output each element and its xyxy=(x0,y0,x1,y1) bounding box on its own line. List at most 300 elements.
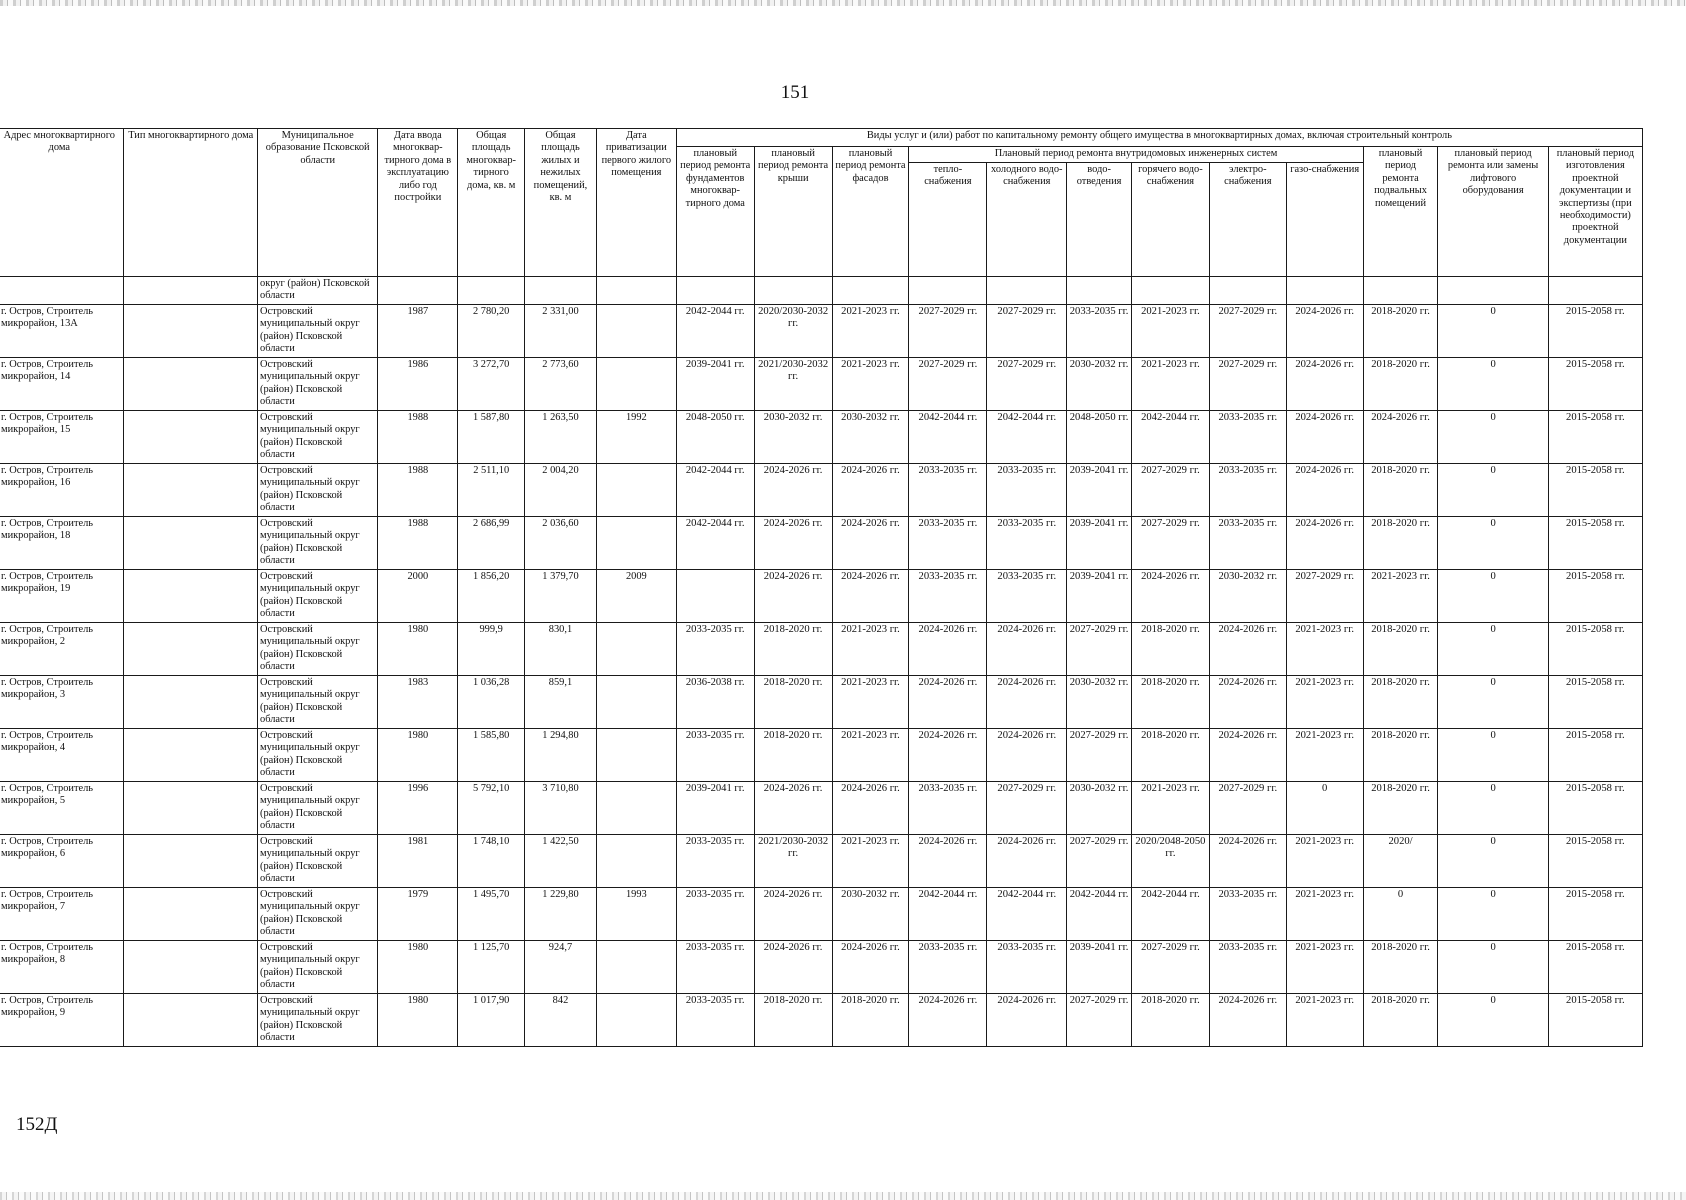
cell-lift: 0 xyxy=(1438,781,1548,834)
cell-basement: 2018-2020 гг. xyxy=(1363,463,1438,516)
cell-gas: 2024-2026 гг. xyxy=(1286,516,1363,569)
cell-house-type xyxy=(124,304,258,357)
cell-commission-year: 1980 xyxy=(378,993,458,1046)
cell-heat: 2033-2035 гг. xyxy=(909,463,987,516)
cell-total-area: 1 017,90 xyxy=(458,993,525,1046)
table-row xyxy=(0,887,1643,940)
table-row xyxy=(0,304,1643,357)
cell-lift: 0 xyxy=(1438,940,1548,993)
cell-facade: 2021-2023 гг. xyxy=(832,622,909,675)
cell-gas: 0 xyxy=(1286,781,1363,834)
cell-basement: 2018-2020 гг. xyxy=(1363,993,1438,1046)
header-municipality: Муниципальное образование Псковской области xyxy=(258,129,378,277)
cell-drainage: 2030-2032 гг. xyxy=(1067,675,1132,728)
cell-gas: 2021-2023 гг. xyxy=(1286,728,1363,781)
cell-lift: 0 xyxy=(1438,728,1548,781)
cell-gas: 2021-2023 гг. xyxy=(1286,675,1363,728)
cell-electric: 2033-2035 гг. xyxy=(1209,940,1286,993)
cell-design-docs: 2015-2058 гг. xyxy=(1548,940,1642,993)
header-engineering-group: Плановый период ремонта внутридомовых инженерных систем xyxy=(909,147,1363,163)
cell-heat: 2033-2035 гг. xyxy=(909,940,987,993)
cell-drainage: 2039-2041 гг. xyxy=(1067,940,1132,993)
cell-municipality: Островский муниципальный округ (район) Псковской области xyxy=(258,887,378,940)
cell-hot-water: 2027-2029 гг. xyxy=(1131,463,1209,516)
table-row xyxy=(0,834,1643,887)
header-living-area: Общая площадь жилых и нежилых помещений, кв. м xyxy=(525,129,597,277)
table-row xyxy=(0,993,1643,1046)
cell-living-area: 3 710,80 xyxy=(525,781,597,834)
table-row xyxy=(0,728,1643,781)
cell-address: г. Остров, Строитель микрорайон, 16 xyxy=(0,463,124,516)
cell-gas: 2021-2023 гг. xyxy=(1286,834,1363,887)
cell-commission-year: 1980 xyxy=(378,728,458,781)
cell-electric: 2033-2035 гг. xyxy=(1209,516,1286,569)
cell-electric: 2027-2029 гг. xyxy=(1209,357,1286,410)
cell-municipality: Островский муниципальный округ (район) Псковской области xyxy=(258,781,378,834)
cell-electric: 2024-2026 гг. xyxy=(1209,675,1286,728)
cell-lift: 0 xyxy=(1438,357,1548,410)
table-row xyxy=(0,569,1643,622)
cell-house-type xyxy=(124,993,258,1046)
cell-drainage: 2027-2029 гг. xyxy=(1067,993,1132,1046)
cell-gas: 2021-2023 гг. xyxy=(1286,993,1363,1046)
cell-living-area: 2 036,60 xyxy=(525,516,597,569)
cell-lift: 0 xyxy=(1438,887,1548,940)
cell-total-area: 1 125,70 xyxy=(458,940,525,993)
cell-roof: 2021/2030-2032 гг. xyxy=(754,834,832,887)
cell-gas: 2021-2023 гг. xyxy=(1286,622,1363,675)
cell-basement: 2018-2020 гг. xyxy=(1363,781,1438,834)
cell-living-area: 1 229,80 xyxy=(525,887,597,940)
cell-privatization-date xyxy=(596,781,676,834)
cell-basement: 2018-2020 гг. xyxy=(1363,622,1438,675)
cell-design-docs: 2015-2058 гг. xyxy=(1548,834,1642,887)
cell-house-type xyxy=(124,463,258,516)
cell-total-area: 1 856,20 xyxy=(458,569,525,622)
cell-heat: 2042-2044 гг. xyxy=(909,887,987,940)
cell-hot-water: 2024-2026 гг. xyxy=(1131,569,1209,622)
cell-electric: 2033-2035 гг. xyxy=(1209,410,1286,463)
cell-roof: 2024-2026 гг. xyxy=(754,887,832,940)
cell-gas: 2021-2023 гг. xyxy=(1286,940,1363,993)
header-services-group: Виды услуг и (или) работ по капитальному ремонту общего имущества в многоквартирных домах, включая строительный контроль xyxy=(676,129,1642,147)
cell-electric: 2024-2026 гг. xyxy=(1209,834,1286,887)
cell-privatization-date xyxy=(596,834,676,887)
cell-facade: 2024-2026 гг. xyxy=(832,569,909,622)
cell-living-area: 1 294,80 xyxy=(525,728,597,781)
cell-total-area: 5 792,10 xyxy=(458,781,525,834)
table-row xyxy=(0,357,1643,410)
cell-cold-water: 2027-2029 гг. xyxy=(987,357,1067,410)
cell-gas: 2024-2026 гг. xyxy=(1286,304,1363,357)
cell-heat: 2033-2035 гг. xyxy=(909,781,987,834)
header-privatization-date: Дата приватизации первого жилого помещения xyxy=(596,129,676,277)
cell-municipality: Островский муниципальный округ (район) Псковской области xyxy=(258,357,378,410)
cell-foundation: 2033-2035 гг. xyxy=(676,887,754,940)
cell-living-area: 2 773,60 xyxy=(525,357,597,410)
cell-hot-water: 2021-2023 гг. xyxy=(1131,357,1209,410)
cell-roof: 2020/2030-2032 гг. xyxy=(754,304,832,357)
cell-drainage: 2039-2041 гг. xyxy=(1067,463,1132,516)
cell-address: г. Остров, Строитель микрорайон, 4 xyxy=(0,728,124,781)
cell-privatization-date xyxy=(596,516,676,569)
cell-cold-water: 2024-2026 гг. xyxy=(987,834,1067,887)
cell-design-docs: 2015-2058 гг. xyxy=(1548,887,1642,940)
cell-heat: 2024-2026 гг. xyxy=(909,993,987,1046)
header-electric: электро-снабжения xyxy=(1209,163,1286,277)
cell-basement: 2018-2020 гг. xyxy=(1363,516,1438,569)
cell-heat: 2024-2026 гг. xyxy=(909,622,987,675)
cell-facade: 2021-2023 гг. xyxy=(832,357,909,410)
cell-electric: 2033-2035 гг. xyxy=(1209,463,1286,516)
cell-roof: 2024-2026 гг. xyxy=(754,940,832,993)
cell-drainage: 2027-2029 гг. xyxy=(1067,834,1132,887)
cell-house-type xyxy=(124,622,258,675)
table-row-partial xyxy=(0,277,1643,305)
cell-hot-water: 2027-2029 гг. xyxy=(1131,516,1209,569)
cell-house-type xyxy=(124,357,258,410)
cell-drainage: 2030-2032 гг. xyxy=(1067,357,1132,410)
header-design-docs: плановый период изготовления проектной документации и экспертизы (при необходимости) проектной документации xyxy=(1548,147,1642,277)
cell-hot-water: 2018-2020 гг. xyxy=(1131,728,1209,781)
cell-hot-water: 2021-2023 гг. xyxy=(1131,781,1209,834)
header-facade: плановый период ремонта фасадов xyxy=(832,147,909,277)
header-roof: плановый период ремонта крыши xyxy=(754,147,832,277)
cell-basement: 2018-2020 гг. xyxy=(1363,304,1438,357)
cell-cold-water: 2024-2026 гг. xyxy=(987,993,1067,1046)
cell-commission-year: 1988 xyxy=(378,516,458,569)
cell-commission-year: 1987 xyxy=(378,304,458,357)
cell-foundation xyxy=(676,569,754,622)
cell-foundation: 2042-2044 гг. xyxy=(676,516,754,569)
cell-gas: 2021-2023 гг. xyxy=(1286,887,1363,940)
cell-hot-water: 2018-2020 гг. xyxy=(1131,993,1209,1046)
cell-house-type xyxy=(124,675,258,728)
cell-total-area: 1 036,28 xyxy=(458,675,525,728)
cell-lift: 0 xyxy=(1438,410,1548,463)
header-address: Адрес многоквартирного дома xyxy=(0,129,124,277)
cell-house-type xyxy=(124,728,258,781)
cell-commission-year: 1988 xyxy=(378,410,458,463)
header-hot-water: горячего водо-снабжения xyxy=(1131,163,1209,277)
cell-design-docs: 2015-2058 гг. xyxy=(1548,569,1642,622)
cell-lift: 0 xyxy=(1438,569,1548,622)
cell-address: г. Остров, Строитель микрорайон, 15 xyxy=(0,410,124,463)
cell-drainage: 2027-2029 гг. xyxy=(1067,728,1132,781)
table-row xyxy=(0,463,1643,516)
cell-facade: 2024-2026 гг. xyxy=(832,940,909,993)
cell-foundation: 2033-2035 гг. xyxy=(676,622,754,675)
cell-electric: 2033-2035 гг. xyxy=(1209,887,1286,940)
table-row xyxy=(0,675,1643,728)
cell-roof: 2018-2020 гг. xyxy=(754,728,832,781)
cell-design-docs: 2015-2058 гг. xyxy=(1548,304,1642,357)
cell-municipality: Островский муниципальный округ (район) Псковской области xyxy=(258,410,378,463)
cell-design-docs: 2015-2058 гг. xyxy=(1548,410,1642,463)
cell-privatization-date xyxy=(596,622,676,675)
cell-facade: 2021-2023 гг. xyxy=(832,304,909,357)
cell-facade: 2024-2026 гг. xyxy=(832,516,909,569)
header-gas: газо-снабжения xyxy=(1286,163,1363,277)
cell-heat: 2042-2044 гг. xyxy=(909,410,987,463)
cell-commission-year: 1988 xyxy=(378,463,458,516)
cell-drainage: 2030-2032 гг. xyxy=(1067,781,1132,834)
cell-heat: 2033-2035 гг. xyxy=(909,516,987,569)
cell-living-area: 1 422,50 xyxy=(525,834,597,887)
table-row xyxy=(0,940,1643,993)
cell-drainage: 2027-2029 гг. xyxy=(1067,622,1132,675)
header-foundation: плановый период ремонта фундаментов многоквар-тирного дома xyxy=(676,147,754,277)
cell-address: г. Остров, Строитель микрорайон, 14 xyxy=(0,357,124,410)
cell-address: г. Остров, Строитель микрорайон, 3 xyxy=(0,675,124,728)
cell-foundation: 2033-2035 гг. xyxy=(676,834,754,887)
cell-facade: 2021-2023 гг. xyxy=(832,675,909,728)
cell-commission-year: 1980 xyxy=(378,940,458,993)
cell-commission-year: 1986 xyxy=(378,357,458,410)
cell-privatization-date xyxy=(596,675,676,728)
cell-address: г. Остров, Строитель микрорайон, 13А xyxy=(0,304,124,357)
cell-drainage: 2042-2044 гг. xyxy=(1067,887,1132,940)
cell-roof: 2024-2026 гг. xyxy=(754,781,832,834)
cell-privatization-date xyxy=(596,940,676,993)
cell-hot-water: 2020/2048-2050 гг. xyxy=(1131,834,1209,887)
cell-cold-water: 2027-2029 гг. xyxy=(987,304,1067,357)
cell-living-area: 2 331,00 xyxy=(525,304,597,357)
cell-hot-water: 2027-2029 гг. xyxy=(1131,940,1209,993)
cell-cold-water: 2033-2035 гг. xyxy=(987,940,1067,993)
cell-electric: 2030-2032 гг. xyxy=(1209,569,1286,622)
cell-heat: 2024-2026 гг. xyxy=(909,834,987,887)
cell-municipality: Островский муниципальный округ (район) Псковской области xyxy=(258,834,378,887)
cell-cold-water: 2024-2026 гг. xyxy=(987,728,1067,781)
cell-lift: 0 xyxy=(1438,304,1548,357)
cell-municipality: Островский муниципальный округ (район) Псковской области xyxy=(258,516,378,569)
table-row xyxy=(0,516,1643,569)
cell-privatization-date xyxy=(596,728,676,781)
cell-heat: 2027-2029 гг. xyxy=(909,357,987,410)
scan-edge-top xyxy=(0,0,1686,6)
cell-electric: 2027-2029 гг. xyxy=(1209,781,1286,834)
cell-living-area: 1 263,50 xyxy=(525,410,597,463)
cell-house-type xyxy=(124,887,258,940)
cell-foundation: 2036-2038 гг. xyxy=(676,675,754,728)
cell-roof: 2024-2026 гг. xyxy=(754,463,832,516)
cell-municipality: Островский муниципальный округ (район) Псковской области xyxy=(258,728,378,781)
header-basement: плановый период ремонта подвальных помещений xyxy=(1363,147,1438,277)
cell-municipality: Островский муниципальный округ (район) Псковской области xyxy=(258,304,378,357)
cell-foundation: 2042-2044 гг. xyxy=(676,304,754,357)
cell-address: г. Остров, Строитель микрорайон, 9 xyxy=(0,993,124,1046)
cell-living-area: 924,7 xyxy=(525,940,597,993)
cell-lift: 0 xyxy=(1438,993,1548,1046)
cell-living-area: 1 379,70 xyxy=(525,569,597,622)
cell-drainage: 2039-2041 гг. xyxy=(1067,569,1132,622)
scan-edge-bottom xyxy=(0,1192,1686,1200)
cell-address: г. Остров, Строитель микрорайон, 18 xyxy=(0,516,124,569)
cell-lift: 0 xyxy=(1438,516,1548,569)
cell-basement: 2018-2020 гг. xyxy=(1363,940,1438,993)
cell-house-type xyxy=(124,516,258,569)
cell-hot-water: 2042-2044 гг. xyxy=(1131,410,1209,463)
cell-drainage: 2039-2041 гг. xyxy=(1067,516,1132,569)
cell-municipality: округ (район) Псковской области xyxy=(258,277,378,305)
cell-basement: 2018-2020 гг. xyxy=(1363,357,1438,410)
cell-commission-year: 1983 xyxy=(378,675,458,728)
cell-roof: 2018-2020 гг. xyxy=(754,675,832,728)
cell-foundation: 2039-2041 гг. xyxy=(676,357,754,410)
cell-gas: 2027-2029 гг. xyxy=(1286,569,1363,622)
cell-design-docs: 2015-2058 гг. xyxy=(1548,993,1642,1046)
cell-facade: 2024-2026 гг. xyxy=(832,463,909,516)
cell-house-type xyxy=(124,410,258,463)
cell-municipality: Островский муниципальный округ (район) Псковской области xyxy=(258,569,378,622)
cell-total-area: 1 748,10 xyxy=(458,834,525,887)
cell-hot-water: 2021-2023 гг. xyxy=(1131,304,1209,357)
cell-lift: 0 xyxy=(1438,834,1548,887)
cell-hot-water: 2018-2020 гг. xyxy=(1131,622,1209,675)
cell-electric: 2024-2026 гг. xyxy=(1209,728,1286,781)
cell-design-docs: 2015-2058 гг. xyxy=(1548,622,1642,675)
cell-lift: 0 xyxy=(1438,675,1548,728)
cell-cold-water: 2042-2044 гг. xyxy=(987,410,1067,463)
table-row xyxy=(0,410,1643,463)
cell-design-docs: 2015-2058 гг. xyxy=(1548,781,1642,834)
cell-facade: 2021-2023 гг. xyxy=(832,834,909,887)
cell-cold-water: 2033-2035 гг. xyxy=(987,569,1067,622)
table-row xyxy=(0,622,1643,675)
cell-drainage: 2048-2050 гг. xyxy=(1067,410,1132,463)
cell-municipality: Островский муниципальный округ (район) Псковской области xyxy=(258,675,378,728)
cell-privatization-date xyxy=(596,463,676,516)
cell-gas: 2024-2026 гг. xyxy=(1286,463,1363,516)
cell-foundation: 2039-2041 гг. xyxy=(676,781,754,834)
cell-design-docs: 2015-2058 гг. xyxy=(1548,675,1642,728)
cell-address: г. Остров, Строитель микрорайон, 6 xyxy=(0,834,124,887)
cell-design-docs: 2015-2058 гг. xyxy=(1548,463,1642,516)
cell-privatization-date: 1993 xyxy=(596,887,676,940)
cell-house-type xyxy=(124,569,258,622)
cell-basement: 2018-2020 гг. xyxy=(1363,728,1438,781)
cell-total-area: 1 587,80 xyxy=(458,410,525,463)
cell-foundation: 2033-2035 гг. xyxy=(676,993,754,1046)
cell-basement: 2021-2023 гг. xyxy=(1363,569,1438,622)
cell-cold-water: 2027-2029 гг. xyxy=(987,781,1067,834)
cell-privatization-date xyxy=(596,304,676,357)
cell-roof: 2024-2026 гг. xyxy=(754,516,832,569)
cell-cold-water: 2024-2026 гг. xyxy=(987,675,1067,728)
cell-hot-water: 2042-2044 гг. xyxy=(1131,887,1209,940)
cell-total-area: 2 780,20 xyxy=(458,304,525,357)
cell-municipality: Островский муниципальный округ (район) Псковской области xyxy=(258,940,378,993)
cell-basement: 2018-2020 гг. xyxy=(1363,675,1438,728)
cell-foundation: 2033-2035 гг. xyxy=(676,728,754,781)
cell-facade: 2024-2026 гг. xyxy=(832,781,909,834)
cell-roof: 2030-2032 гг. xyxy=(754,410,832,463)
table-row xyxy=(0,781,1643,834)
cell-facade: 2021-2023 гг. xyxy=(832,728,909,781)
cell-electric: 2024-2026 гг. xyxy=(1209,993,1286,1046)
cell-total-area: 3 272,70 xyxy=(458,357,525,410)
header-commission-date: Дата ввода многоквар-тирного дома в эксплуатацию либо год постройки xyxy=(378,129,458,277)
page-number: 151 xyxy=(780,82,810,103)
cell-total-area: 1 585,80 xyxy=(458,728,525,781)
header-heat: тепло-снабжения xyxy=(909,163,987,277)
cell-foundation: 2033-2035 гг. xyxy=(676,940,754,993)
cell-cold-water: 2033-2035 гг. xyxy=(987,516,1067,569)
cell-municipality: Островский муниципальный округ (район) Псковской области xyxy=(258,622,378,675)
cell-basement: 2024-2026 гг. xyxy=(1363,410,1438,463)
header-drainage: водо-отведения xyxy=(1067,163,1132,277)
cell-privatization-date: 1992 xyxy=(596,410,676,463)
cell-total-area: 2 686,99 xyxy=(458,516,525,569)
cell-address: г. Остров, Строитель микрорайон, 19 xyxy=(0,569,124,622)
cell-municipality: Островский муниципальный округ (район) Псковской области xyxy=(258,993,378,1046)
header-total-area: Общая площадь многоквар-тирного дома, кв. м xyxy=(458,129,525,277)
cell-foundation: 2048-2050 гг. xyxy=(676,410,754,463)
cell-design-docs: 2015-2058 гг. xyxy=(1548,357,1642,410)
cell-total-area: 1 495,70 xyxy=(458,887,525,940)
cell-heat: 2024-2026 гг. xyxy=(909,728,987,781)
cell-commission-year: 1980 xyxy=(378,622,458,675)
cell-address: г. Остров, Строитель микрорайон, 5 xyxy=(0,781,124,834)
cell-drainage: 2033-2035 гг. xyxy=(1067,304,1132,357)
cell-hot-water: 2018-2020 гг. xyxy=(1131,675,1209,728)
cell-house-type xyxy=(124,781,258,834)
cell-municipality: Островский муниципальный округ (район) Псковской области xyxy=(258,463,378,516)
cell-electric: 2027-2029 гг. xyxy=(1209,304,1286,357)
cell-living-area: 830,1 xyxy=(525,622,597,675)
cell-cold-water: 2033-2035 гг. xyxy=(987,463,1067,516)
cell-electric: 2024-2026 гг. xyxy=(1209,622,1286,675)
cell-roof: 2024-2026 гг. xyxy=(754,569,832,622)
cell-gas: 2024-2026 гг. xyxy=(1286,410,1363,463)
cell-privatization-date xyxy=(596,357,676,410)
cell-roof: 2018-2020 гг. xyxy=(754,622,832,675)
cell-address: г. Остров, Строитель микрорайон, 8 xyxy=(0,940,124,993)
cell-address: г. Остров, Строитель микрорайон, 7 xyxy=(0,887,124,940)
document-code: 152Д xyxy=(16,1114,58,1135)
header-cold-water: холодного водо-снабжения xyxy=(987,163,1067,277)
cell-basement: 2020/ xyxy=(1363,834,1438,887)
cell-privatization-date: 2009 xyxy=(596,569,676,622)
header-house-type: Тип многоквартирного дома xyxy=(124,129,258,277)
cell-roof: 2021/2030-2032 гг. xyxy=(754,357,832,410)
cell-design-docs: 2015-2058 гг. xyxy=(1548,728,1642,781)
cell-facade: 2018-2020 гг. xyxy=(832,993,909,1046)
cell-living-area: 2 004,20 xyxy=(525,463,597,516)
cell-heat: 2027-2029 гг. xyxy=(909,304,987,357)
header-lift: плановый период ремонта или замены лифтового оборудования xyxy=(1438,147,1548,277)
cell-cold-water: 2042-2044 гг. xyxy=(987,887,1067,940)
cell-commission-year: 2000 xyxy=(378,569,458,622)
cell-total-area: 999,9 xyxy=(458,622,525,675)
capital-repair-table xyxy=(0,128,1643,1047)
cell-commission-year: 1981 xyxy=(378,834,458,887)
cell-privatization-date xyxy=(596,993,676,1046)
cell-living-area: 842 xyxy=(525,993,597,1046)
cell-address: г. Остров, Строитель микрорайон, 2 xyxy=(0,622,124,675)
cell-roof: 2018-2020 гг. xyxy=(754,993,832,1046)
cell-living-area: 859,1 xyxy=(525,675,597,728)
cell-commission-year: 1979 xyxy=(378,887,458,940)
cell-foundation: 2042-2044 гг. xyxy=(676,463,754,516)
cell-facade: 2030-2032 гг. xyxy=(832,410,909,463)
cell-lift: 0 xyxy=(1438,463,1548,516)
cell-facade: 2030-2032 гг. xyxy=(832,887,909,940)
cell-commission-year: 1996 xyxy=(378,781,458,834)
cell-basement: 0 xyxy=(1363,887,1438,940)
cell-heat: 2024-2026 гг. xyxy=(909,675,987,728)
